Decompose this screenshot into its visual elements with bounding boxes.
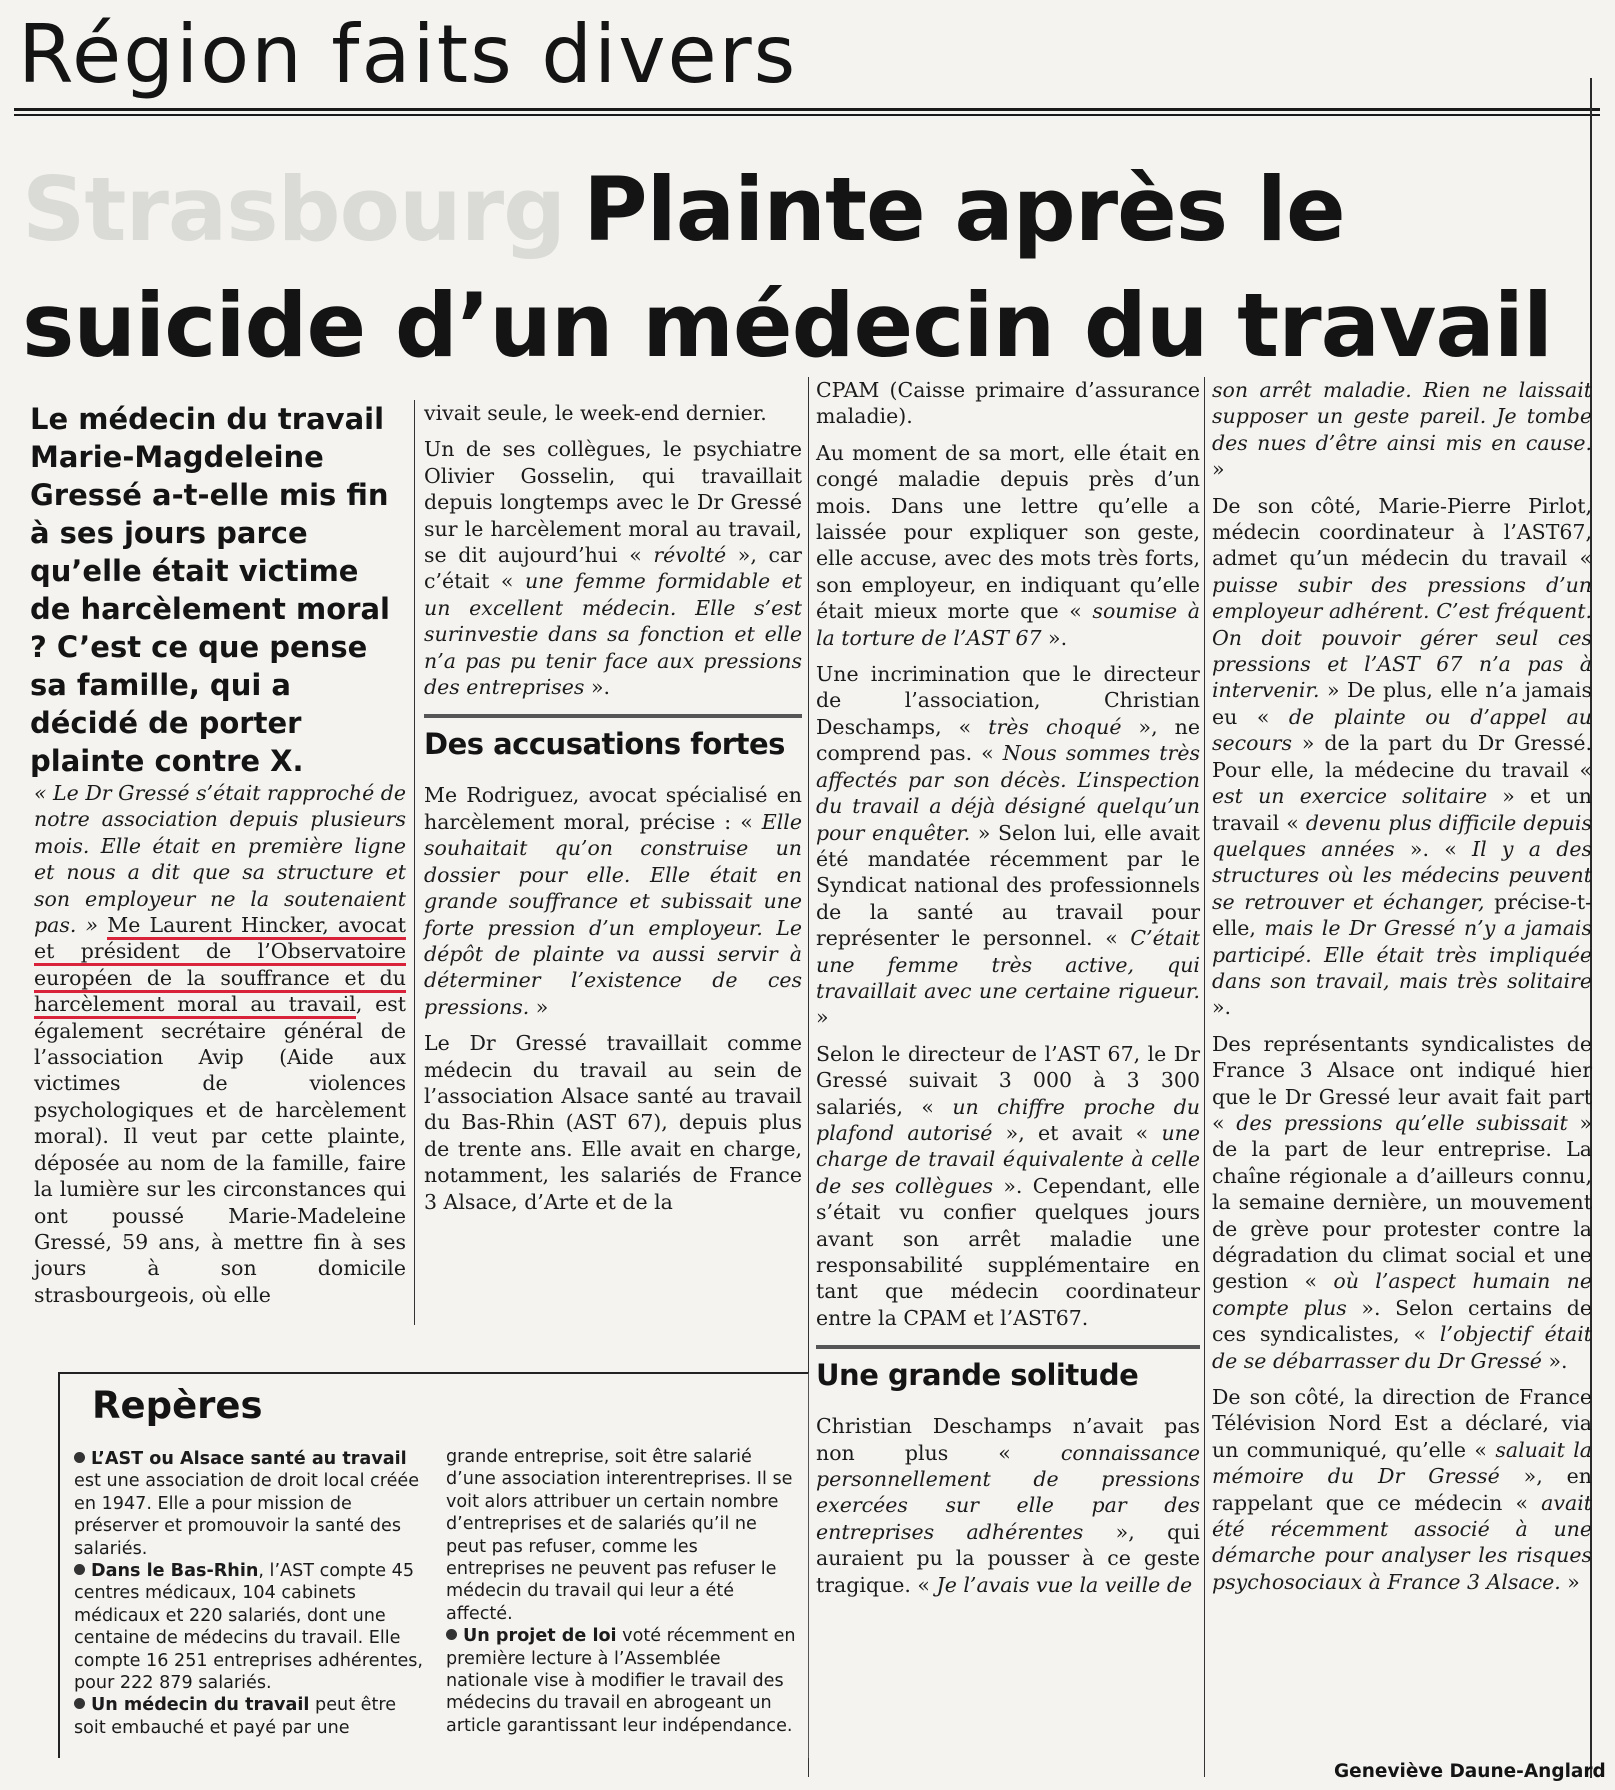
reperes-item-text: peut être soit embauché et payé par une xyxy=(74,1695,397,1738)
article-column-1 xyxy=(34,780,406,1318)
headline-line-2: suicide d’un médecin du travail xyxy=(22,274,1553,377)
paragraph: Le Dr Gressé travaillait comme médecin du travail au sein de l’association Alsace santé au travail du Bas-Rhin (AST 67), depuis plus de trente ans. Elle avait en charge, notamment, les salariés de France 3 Alsace, d’Arte et de la xyxy=(424,1031,802,1214)
quote: soumise à la torture de l’AST 67 xyxy=(816,599,1200,650)
paragraph-text: Christian Deschamps n’avait pas non plus « xyxy=(816,1414,1200,1465)
quote: « Le Dr Gressé s’était rapproché de notre association depuis plusieurs mois. Elle était en première ligne et nous a dit que sa structure et son employeur ne la soutenaient pas. » xyxy=(34,781,407,938)
reperes-item xyxy=(74,1694,426,1739)
paragraph xyxy=(424,782,802,1020)
quote: mais le Dr Gressé n’y a jamais participé. Elle était très impliquée dans son travail, mais très solitaire xyxy=(1212,916,1592,993)
headline-kicker: Strasbourg xyxy=(22,158,566,261)
paragraph-text: De son côté, la direction de France Télévision Nord Est a déclaré, via un communiqué, qu’elle « xyxy=(1212,1385,1592,1462)
paragraph-text: ». xyxy=(1212,995,1232,1020)
article-column-2 xyxy=(424,400,802,1225)
paragraph-text: », qui auraient pu la pousser à ce geste tragique. « xyxy=(816,1519,1200,1597)
quote: de plainte ou d’appel au secours xyxy=(1212,704,1592,756)
paragraph-text: » xyxy=(529,994,549,1019)
quote: avait été récemment associé à une démarche pour analyser les risques psychosociaux à France 3 Alsace. xyxy=(1212,1490,1592,1594)
quote: Je l’avais vue la veille de xyxy=(936,1572,1193,1597)
reperes-item-text: , l’AST compte 45 centres médicaux, 104 cabinets médicaux et 220 salariés, dont une centaine de médecins du travail. Elle compte 16 251 entreprises adhérentes, pour 222 879 salariés. xyxy=(74,1561,424,1694)
paragraph xyxy=(1212,493,1592,1021)
paragraph-text: De son côté, Marie-Pierre Pirlot, médecin coordinateur à l’AST67, admet qu’un médecin du travail « xyxy=(1212,493,1592,571)
reperes-item-lead: Dans le Bas-Rhin xyxy=(91,1561,259,1582)
paragraph-text: », car c’était « xyxy=(424,543,802,594)
paragraph xyxy=(34,780,406,1308)
quote: un chiffre proche du plafond autorisé xyxy=(816,1094,1201,1145)
quote: une charge de travail équivalente à celle de ses collègues xyxy=(816,1120,1200,1198)
column-divider xyxy=(1204,377,1205,1777)
paragraph xyxy=(1212,1384,1592,1595)
quote: puisse subir des pressions d’un employeur adhérent. C’est fréquent. On doit pouvoir gérer seul ces pressions et l’AST 67 n’a pas à intervenir. xyxy=(1212,572,1592,703)
reperes-item-text: est une association de droit local créée en 1947. Elle a pour mission de préserver et promouvoir la santé des salariés. xyxy=(74,1471,420,1559)
paragraph-text: Selon le directeur de l’AST 67, le Dr Gressé suivait 3 000 à 3 300 salariés, « xyxy=(816,1041,1200,1119)
paragraph-text: ». xyxy=(1041,625,1068,650)
quote: très choqué xyxy=(988,714,1122,739)
quote: Nous sommes très affectés par son décès. L’inspection du travail a déjà désigné quelqu’un pour enquêter. xyxy=(816,741,1200,845)
quote: devenu plus difficile depuis quelques années xyxy=(1212,810,1592,861)
paragraph-text: Une incrimination que le directeur de l’association, Christian Deschamps, « xyxy=(816,662,1200,739)
quote: l’objectif était de se débarrasser du Dr Gressé xyxy=(1212,1322,1592,1373)
quote: révolté xyxy=(653,543,727,568)
quote: est un exercice solitaire xyxy=(1212,784,1488,809)
paragraph-text: , est également secrétaire général de l’association Avip (Aide aux victimes de violences psychologiques et de harcèlement moral). Il veut par cette plainte, déposée au nom de la famille, faire la lumière sur les circonstances qui ont poussé Marie-Madeleine Gressé, 59 ans, à mettre fin à ses jours à son domicile strasbourgeois, où elle xyxy=(34,992,406,1307)
subheading: Une grande solitude xyxy=(816,1345,1200,1395)
paragraph-text: ». xyxy=(1541,1348,1568,1373)
subheading: Des accusations fortes xyxy=(424,714,802,764)
paragraph-text: ». « xyxy=(1394,836,1473,861)
bullet-icon xyxy=(74,1452,85,1463)
paragraph-text: Au moment de sa mort, elle était en congé maladie depuis près d’un mois. Dans une lettre qu’elle a laissée pour expliquer son geste, elle accuse, avec des mots très forts, son employeur, en indiquant qu’elle était mieux morte que « xyxy=(816,440,1200,624)
lead-paragraph: Le médecin du travail Marie-Magdeleine Gressé a-t-elle mis fin à ses jours parce qu’elle était victime de harcèlement moral ? C’est ce que pense sa famille, qui a décidé de porter plainte contre X. xyxy=(30,402,390,778)
paragraph xyxy=(1212,377,1592,483)
paragraph-text: », et avait « xyxy=(992,1120,1162,1145)
reperes-item: grande entreprise, soit être salarié d’une association interentreprises. Il se voit alors attribuer un certain nombre d’entreprises et de salariés qu’il ne peut pas refuser, comme les entreprises ne peuvent pas refuser le médecin du travail qui leur a été affecté. xyxy=(446,1447,793,1624)
bullet-icon xyxy=(446,1629,457,1640)
reperes-item xyxy=(446,1625,796,1737)
quote: Il y a des structures où les médecins peuvent se retrouver et échanger, xyxy=(1212,836,1592,914)
reperes-column-2 xyxy=(446,1446,796,1737)
reperes-item-lead: Un projet de loi xyxy=(463,1626,617,1647)
paragraph xyxy=(1212,1031,1592,1374)
paragraph-text: » xyxy=(1560,1569,1580,1594)
paragraph-text: ». xyxy=(584,675,611,700)
quote: connaissance personnellement de pressions exercées sur elle par des entreprises adhérentes xyxy=(816,1440,1200,1544)
quote: des pressions qu’elle subissait xyxy=(1236,1110,1568,1135)
highlighted-text: Me Laurent Hincker, avocat et président de l’Observatoire européen de la souffrance et du harcèlement moral au travail xyxy=(34,913,406,1019)
paragraph-text: » xyxy=(1212,457,1225,482)
paragraph xyxy=(816,1413,1200,1598)
paragraph-text: ». Selon certains de ces syndicalistes, « xyxy=(1212,1295,1592,1347)
quote: une femme formidable et un excellent médecin. Elle s’est surinvestie dans sa fonction et elle n’a pas pu tenir face aux pressions des entreprises xyxy=(424,569,802,700)
reperes-item-text: voté récemment en première lecture à l’Assemblée nationale vise à modifier le travail des médecins du travail en abrogeant un article garantissant leur indépendance. xyxy=(446,1626,796,1736)
author-byline: Geneviève Daune-Anglard xyxy=(1334,1761,1606,1782)
quote: où l’aspect humain ne compte plus xyxy=(1212,1269,1592,1320)
quote: Elle souhaitait qu’on construise un dossier pour elle. Elle était en grande souffrance et subissait une forte pression d’un employeur. Le dépôt de plainte va aussi servir à déterminer l’existence de ces pressions. xyxy=(424,809,802,1019)
article-column-3 xyxy=(816,377,1200,1608)
reperes-item-lead: Un médecin du travail xyxy=(91,1695,310,1716)
paragraph-text: Un de ses collègues, le psychiatre Olivier Gosselin, qui travaillait depuis longtemps avec le Dr Gressé sur le harcèlement moral au travail, se dit aujourd’hui « xyxy=(424,437,802,568)
paragraph-text: » et un travail « xyxy=(1212,784,1592,835)
reperes-title: Repères xyxy=(92,1384,263,1427)
quote: son arrêt maladie. Rien ne laissait supposer un geste pareil. Je tombe des nues d’être ainsi mis en cause. xyxy=(1212,378,1592,455)
paragraph: CPAM (Caisse primaire d’assurance maladie). xyxy=(816,378,1200,429)
section-title: Région faits divers xyxy=(18,8,798,101)
paragraph xyxy=(816,1041,1200,1331)
paragraph: vivait seule, le week-end dernier. xyxy=(424,401,767,425)
headline xyxy=(22,152,1592,384)
paragraph-text: Me Rodriguez, avocat spécialisé en harcèlement moral, précise : « xyxy=(424,783,802,834)
paragraph xyxy=(816,440,1200,651)
column-divider xyxy=(414,400,415,1325)
paragraph xyxy=(816,661,1200,1031)
reperes-item-lead: L’AST ou Alsace santé au travail xyxy=(91,1449,407,1469)
bullet-icon xyxy=(74,1564,85,1575)
reperes-item xyxy=(74,1560,426,1694)
article-column-4 xyxy=(1212,377,1592,1605)
paragraph-text: » Selon lui, elle avait été mandatée récemment par le Syndicat national des professionnels de la santé au travail pour représenter le personnel. « xyxy=(816,820,1200,951)
paragraph-text: » xyxy=(816,1005,829,1030)
paragraph-text: » de la part du Dr Gressé. Pour elle, la médecine du travail « xyxy=(1212,731,1592,782)
quote: saluait la mémoire du Dr Gressé xyxy=(1212,1437,1593,1489)
paragraph-text: » de la part de leur entreprise. La chaîne régionale a d’ailleurs connu, la semaine dernière, un mouvement de grève pour protester contre la dégradation du climat social et une gestion « xyxy=(1212,1110,1593,1294)
section-rule-thin xyxy=(14,114,1600,116)
paragraph-text: Des représentants syndicalistes de France 3 Alsace ont indiqué hier que le Dr Gressé leur avait fait part « xyxy=(1212,1031,1592,1135)
bullet-icon xyxy=(74,1698,85,1709)
paragraph-text: précise-t-elle, xyxy=(1212,889,1592,941)
paragraph-text: », ne comprend pas. « xyxy=(816,714,1200,766)
reperes-column-1 xyxy=(74,1448,426,1739)
paragraph-text: ». Cependant, elle s’était vu confier quelques jours avant son arrêt maladie une responsabilité supplémentaire en tant que médecin coordinateur entre la CPAM et l’AST67. xyxy=(816,1173,1200,1330)
reperes-item xyxy=(74,1448,426,1560)
paragraph xyxy=(424,436,802,700)
paragraph-text: », en rappelant que ce médecin « xyxy=(1212,1464,1592,1515)
quote: C’était une femme très active, qui travaillait avec une certaine rigueur. xyxy=(816,926,1200,1003)
paragraph-text: » De plus, elle n’a jamais eu « xyxy=(1212,678,1592,729)
section-rule xyxy=(14,108,1600,111)
headline-line-1: Plainte après le xyxy=(583,158,1345,261)
